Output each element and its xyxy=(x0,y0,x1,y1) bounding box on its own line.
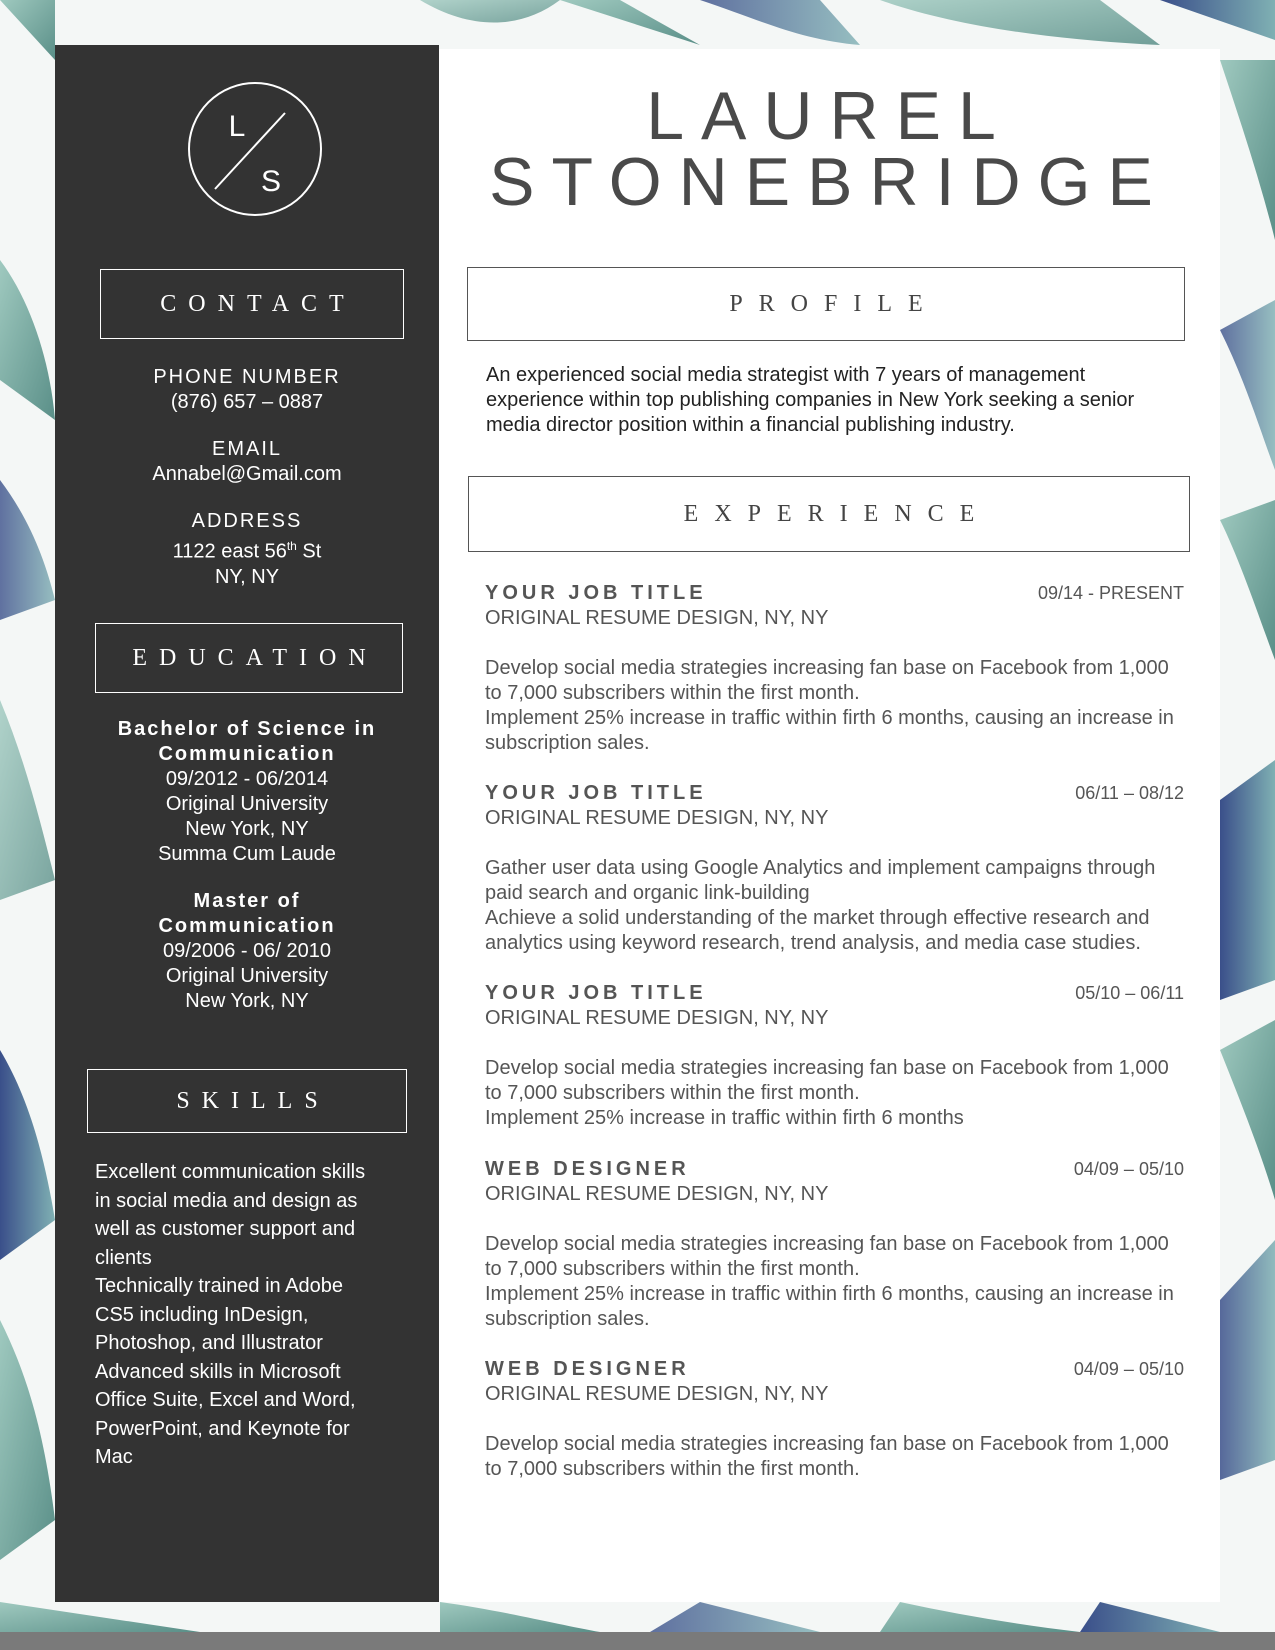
skills-line: well as customer support and xyxy=(95,1218,356,1240)
job-desc-line: Achieve a solid understanding of the market through effective research and analytics using keyword research, trend analysis, and media case studies. xyxy=(485,907,1150,954)
experience-heading xyxy=(468,476,1190,552)
skills-heading-text: SKILLS xyxy=(176,1087,330,1114)
experience-heading-text: EXPERIENCE xyxy=(683,500,991,527)
name-last: STONEBRIDGE xyxy=(489,144,1170,220)
address-label: ADDRESS xyxy=(191,510,303,532)
address-street-name: St xyxy=(296,540,322,563)
job-company: ORIGINAL RESUME DESIGN, NY, NY xyxy=(485,1383,829,1405)
address-street-suffix: th xyxy=(286,539,297,553)
skills-line: PowerPoint, and Keynote for xyxy=(95,1417,350,1440)
skills-line: Advanced skills in Microsoft xyxy=(95,1360,341,1383)
job-company: ORIGINAL RESUME DESIGN, NY, NY xyxy=(485,1183,829,1205)
profile-heading xyxy=(467,267,1185,341)
job-entry xyxy=(485,781,1190,956)
education-entry xyxy=(55,717,439,867)
job-title: YOUR JOB TITLE xyxy=(485,782,707,804)
job-dates: 04/09 – 05/10 xyxy=(1073,1359,1184,1379)
degree-honor: Summa Cum Laude xyxy=(158,843,336,865)
degree-line2: Communication xyxy=(158,915,336,937)
skills-line: CS5 including InDesign, xyxy=(95,1303,309,1326)
skills-line: clients xyxy=(95,1246,152,1269)
skills-line: in social media and design as xyxy=(95,1189,358,1212)
job-title: WEB DESIGNER xyxy=(485,1358,690,1380)
main-content xyxy=(439,49,1220,1602)
job-title: WEB DESIGNER xyxy=(485,1158,690,1180)
job-title: YOUR JOB TITLE xyxy=(485,982,707,1004)
job-description xyxy=(485,1432,1190,1482)
job-company: ORIGINAL RESUME DESIGN, NY, NY xyxy=(485,807,829,829)
email-label: EMAIL xyxy=(211,438,283,460)
skills-list xyxy=(95,1158,395,1472)
job-description xyxy=(485,1056,1190,1131)
job-description xyxy=(485,1232,1190,1332)
degree-line1: Bachelor of Science in xyxy=(117,718,377,740)
skills-line: Technically trained in Adobe xyxy=(95,1275,343,1297)
sidebar xyxy=(55,45,439,1602)
email-value: Annabel@Gmail.com xyxy=(152,463,342,485)
degree-line1: Master of xyxy=(193,890,301,912)
contact-email xyxy=(55,437,439,487)
contact-address xyxy=(55,509,439,590)
education-entry xyxy=(55,889,439,1014)
address-street xyxy=(55,534,439,565)
degree-school: Original University xyxy=(165,793,329,815)
skills-line: Office Suite, Excel and Word, xyxy=(95,1389,356,1411)
degree-line2: Communication xyxy=(158,743,336,765)
profile-text: An experienced social media strategist with 7 years of management experience within top publishing companies in New York seeking a senior media director position within a financial publishing industry. xyxy=(486,364,1135,436)
job-desc-line: Develop social media strategies increasing fan base on Facebook from 1,000 to 7,000 subscribers within the first month. xyxy=(485,1057,1169,1104)
skills-heading xyxy=(87,1069,407,1133)
job-entry xyxy=(485,581,1190,756)
job-desc-line: Develop social media strategies increasing fan base on Facebook from 1,000 to 7,000 subscribers within the first month. xyxy=(485,1233,1169,1280)
name-first: LAUREL xyxy=(646,78,1013,154)
job-dates: 06/11 – 08/12 xyxy=(1075,783,1184,803)
job-desc-line: Implement 25% increase in traffic within firth 6 months, causing an increase in subscription sales. xyxy=(485,707,1174,754)
skills-line: Photoshop, and Illustrator xyxy=(95,1332,323,1354)
contact-details xyxy=(55,365,439,612)
education-heading-text: EDUCATION xyxy=(132,644,378,671)
education-details xyxy=(55,717,439,1036)
address-city: NY, NY xyxy=(214,565,280,588)
name-heading xyxy=(439,78,1220,220)
job-desc-line: Implement 25% increase in traffic within firth 6 months xyxy=(485,1107,964,1129)
contact-heading xyxy=(100,269,404,339)
job-desc-line: Implement 25% increase in traffic within firth 6 months, causing an increase in subscription sales. xyxy=(485,1283,1174,1330)
job-description xyxy=(485,656,1190,756)
job-dates: 09/14 - PRESENT xyxy=(1037,583,1184,603)
skills-line: Excellent communication skills xyxy=(95,1161,366,1183)
phone-value: (876) 657 – 0887 xyxy=(170,391,324,413)
degree-location: New York, NY xyxy=(185,818,309,840)
phone-label: PHONE NUMBER xyxy=(153,366,341,388)
monogram-bottom-letter: S xyxy=(260,165,282,198)
job-company: ORIGINAL RESUME DESIGN, NY, NY xyxy=(485,607,829,629)
profile-heading-text: PROFILE xyxy=(729,290,939,317)
job-dates: 05/10 – 06/11 xyxy=(1075,983,1184,1003)
job-entry xyxy=(485,981,1190,1131)
job-entry xyxy=(485,1357,1190,1482)
degree-dates: 09/2012 - 06/2014 xyxy=(165,768,329,790)
monogram-top-letter: L xyxy=(228,110,246,143)
education-heading xyxy=(95,623,403,693)
bottom-bar xyxy=(0,1632,1275,1650)
job-title: YOUR JOB TITLE xyxy=(485,582,707,604)
job-desc-line: Develop social media strategies increasing fan base on Facebook from 1,000 to 7,000 subscribers within the first month. xyxy=(485,657,1169,704)
job-desc-line: Develop social media strategies increasing fan base on Facebook from 1,000 to 7,000 subscribers within the first month. xyxy=(485,1433,1169,1480)
job-dates: 04/09 – 05/10 xyxy=(1073,1159,1184,1179)
degree-location: New York, NY xyxy=(185,990,309,1012)
job-description xyxy=(485,856,1190,956)
contact-heading-text: CONTACT xyxy=(160,290,356,317)
job-company: ORIGINAL RESUME DESIGN, NY, NY xyxy=(485,1007,829,1029)
degree-school: Original University xyxy=(165,965,329,987)
degree-dates: 09/2006 - 06/ 2010 xyxy=(163,940,331,962)
address-street-number: 1122 east 56 xyxy=(172,540,287,563)
job-desc-line: Gather user data using Google Analytics and implement campaigns through paid search and organic link-building xyxy=(485,857,1156,904)
contact-phone xyxy=(55,365,439,415)
skills-line: Mac xyxy=(95,1446,133,1468)
monogram-logo xyxy=(187,81,323,217)
job-entry xyxy=(485,1157,1190,1332)
